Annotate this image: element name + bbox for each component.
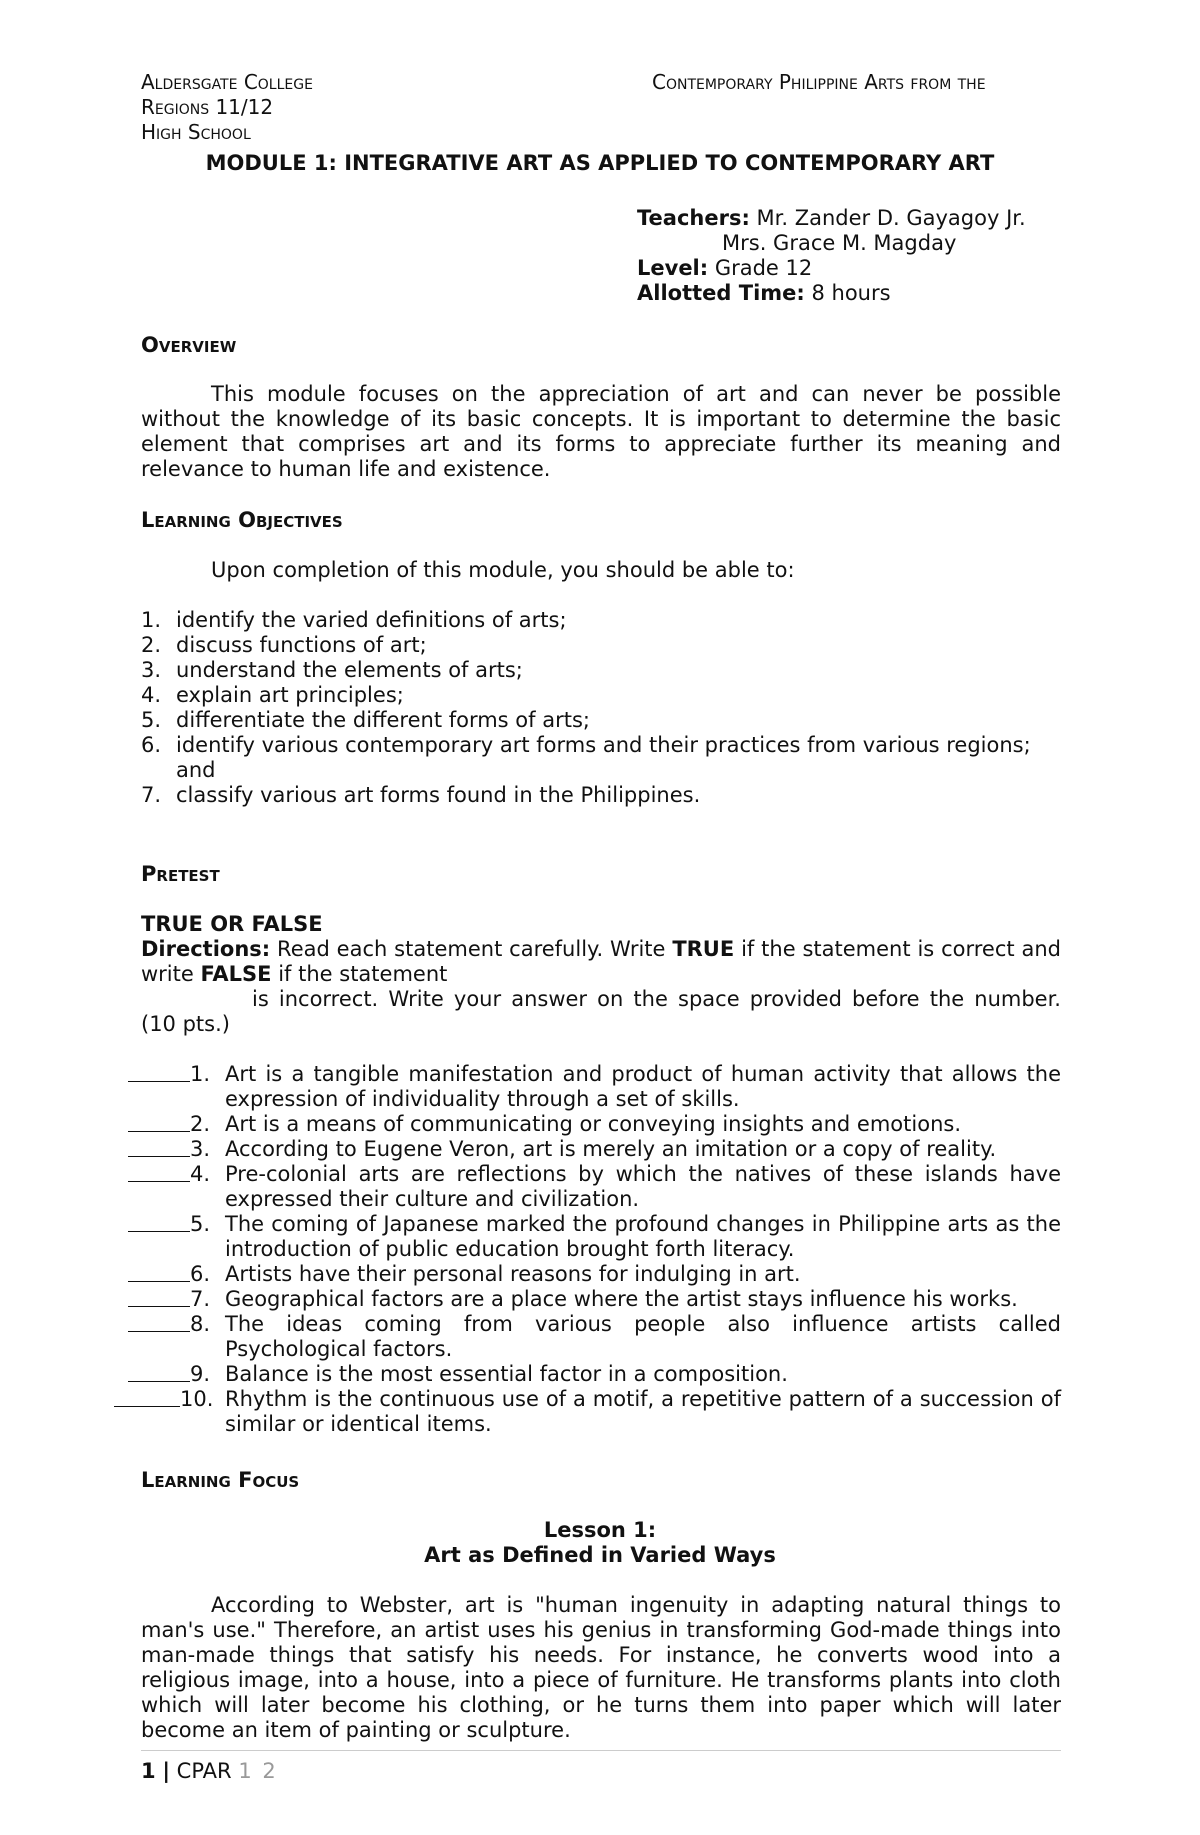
objectives-intro-paragraph (141, 558, 1061, 583)
item-number: 5. (190, 1212, 211, 1236)
overview-text: This module focuses on the appreciation of art and can never be possible without the knowledge of its basic concepts. It is important to determine the basic element that comprises art and its forms to appreciate further its meaning and relevance to human life and existence. (141, 382, 1061, 481)
directions-text: Read each statement carefully. Write (270, 937, 673, 961)
item-text: Balance is the most essential factor in a composition. (225, 1362, 788, 1386)
module-title: MODULE 1: INTEGRATIVE ART AS APPLIED TO CONTEMPORARY ART (205, 151, 995, 175)
list-item (141, 708, 1061, 733)
time-value: 8 hours (804, 281, 891, 305)
pretest-directions (141, 937, 1061, 987)
pretest-item (110, 1362, 1061, 1387)
pretest-item (110, 1287, 1061, 1312)
list-number: 2. (141, 633, 162, 657)
answer-blank[interactable] (114, 1387, 180, 1407)
learning-focus-heading: Learning Focus (141, 1468, 300, 1492)
answer-blank[interactable] (128, 1212, 190, 1232)
item-text: The coming of Japanese marked the profound changes in Philippine arts as the introduction of public education brought forth literacy. (225, 1212, 1061, 1261)
list-item (141, 783, 1061, 808)
list-item (141, 633, 1061, 658)
teachers-line (637, 206, 1097, 231)
item-text: According to Eugene Veron, art is merely an imitation or a copy of reality. (225, 1137, 997, 1161)
list-number: 5. (141, 708, 162, 732)
division-line: High School (141, 120, 251, 144)
item-number: 6. (190, 1262, 211, 1286)
lesson-paragraph (141, 1593, 1061, 1743)
pretest-heading: Pretest (141, 862, 220, 886)
pretest-type-title: TRUE OR FALSE (141, 912, 323, 936)
overview-paragraph (141, 382, 1061, 482)
item-text: Art is a tangible manifestation and product of human activity that allows the expression of individuality through a set of skills. (225, 1062, 1061, 1111)
teacher-1: Mr. Zander D. Gayagoy Jr. (749, 206, 1026, 230)
list-number: 7. (141, 783, 162, 807)
item-number: 7. (190, 1287, 211, 1311)
pretest-item (110, 1062, 1061, 1112)
teachers-label: Teachers: (637, 206, 750, 230)
level-line (637, 256, 1097, 281)
lesson-label: Lesson 1: (543, 1518, 657, 1542)
objectives-list (141, 608, 1061, 808)
level-label: Level: (637, 256, 709, 280)
answer-blank[interactable] (128, 1137, 190, 1157)
pretest-items (110, 1062, 1061, 1437)
item-number: 2. (190, 1112, 211, 1136)
school-name: Aldersgate College (141, 70, 313, 94)
answer-blank[interactable] (128, 1162, 190, 1182)
answer-blank[interactable] (128, 1112, 190, 1132)
grade-code: 1 2 (238, 1759, 278, 1783)
regions-line: Regions 11/12 (141, 95, 274, 119)
item-number: 3. (190, 1137, 211, 1161)
list-text: understand the elements of arts; (176, 658, 523, 682)
list-text: identify various contemporary art forms and their practices from various regions; and (176, 733, 1031, 782)
time-line (637, 281, 1097, 306)
item-text: Rhythm is the continuous use of a motif, a repetitive pattern of a succession of similar or identical items. (225, 1387, 1061, 1436)
item-number: 9. (190, 1362, 211, 1386)
list-item (141, 683, 1061, 708)
course-title: Contemporary Philippine Arts from the (652, 70, 986, 94)
item-text: Art is a means of communicating or conveying insights and emotions. (225, 1112, 961, 1136)
false-word: FALSE (200, 962, 272, 986)
pretest-item (110, 1162, 1061, 1212)
list-number: 1. (141, 608, 162, 632)
level-value: Grade 12 (708, 256, 813, 280)
item-text: The ideas coming from various people also influence artists called Psychological factors. (225, 1312, 1061, 1361)
list-text: explain art principles; (176, 683, 404, 707)
pretest-item (110, 1312, 1061, 1362)
directions-text: if the statement (271, 962, 448, 986)
list-number: 4. (141, 683, 162, 707)
list-number: 6. (141, 733, 162, 757)
pretest-item (110, 1212, 1061, 1262)
list-text: discuss functions of art; (176, 633, 427, 657)
true-word: TRUE (672, 937, 735, 961)
objectives-heading: Learning Objectives (141, 508, 343, 532)
directions-text: if the statement is correct and write (141, 937, 1061, 986)
header-left (141, 70, 641, 145)
item-text: Geographical factors are a place where the artist stays influence his works. (225, 1287, 1018, 1311)
footer-separator: | (162, 1759, 170, 1783)
answer-blank[interactable] (128, 1362, 190, 1382)
pretest-item (110, 1137, 1061, 1162)
list-text: differentiate the different forms of arts; (176, 708, 590, 732)
pretest-item (110, 1262, 1061, 1287)
module-info (637, 206, 1097, 306)
answer-blank[interactable] (128, 1062, 190, 1082)
lesson-title: Art as Defined in Varied Ways (424, 1543, 776, 1567)
item-number: 8. (190, 1312, 211, 1336)
teacher-2: Mrs. Grace M. Magday (722, 231, 957, 255)
item-text: Artists have their personal reasons for indulging in art. (225, 1262, 801, 1286)
directions-label: Directions: (141, 937, 271, 961)
list-text: identify the varied definitions of arts; (176, 608, 567, 632)
page-footer (141, 1759, 278, 1784)
course-code: CPAR (176, 1759, 232, 1783)
list-item (141, 658, 1061, 683)
list-number: 3. (141, 658, 162, 682)
answer-blank[interactable] (128, 1287, 190, 1307)
item-text: Pre-colonial arts are reflections by which the natives of these islands have expressed their culture and civilization. (225, 1162, 1061, 1211)
item-number: 4. (190, 1162, 211, 1186)
list-text: classify various art forms found in the Philippines. (176, 783, 701, 807)
answer-blank[interactable] (128, 1262, 190, 1282)
pretest-item (110, 1112, 1061, 1137)
pretest-directions-cont: is incorrect. Write your answer on the space provided before the number. (10 pts.) (141, 987, 1061, 1036)
page-number: 1 (141, 1759, 156, 1783)
answer-blank[interactable] (128, 1312, 190, 1332)
footer-divider (141, 1750, 1061, 1751)
item-number: 1. (190, 1062, 211, 1086)
pretest-item (110, 1387, 1061, 1437)
lesson-text: According to Webster, art is "human ingenuity in adapting natural things to man's use." Therefore, an artist uses his genius in transforming God-made things into man-made things that satisfy his needs. For instance, he converts wood into a religious image, into a house, into a piece of furniture. He transforms plants into cloth which will later become his clothing, or he turns them into paper which will later become an item of painting or sculpture. (141, 1593, 1061, 1742)
overview-heading: Overview (141, 333, 237, 357)
item-number: 10. (180, 1387, 214, 1411)
list-item (141, 608, 1061, 633)
time-label: Allotted Time: (637, 281, 805, 305)
objectives-intro: Upon completion of this module, you should be able to: (211, 558, 795, 582)
list-item (141, 733, 1061, 783)
